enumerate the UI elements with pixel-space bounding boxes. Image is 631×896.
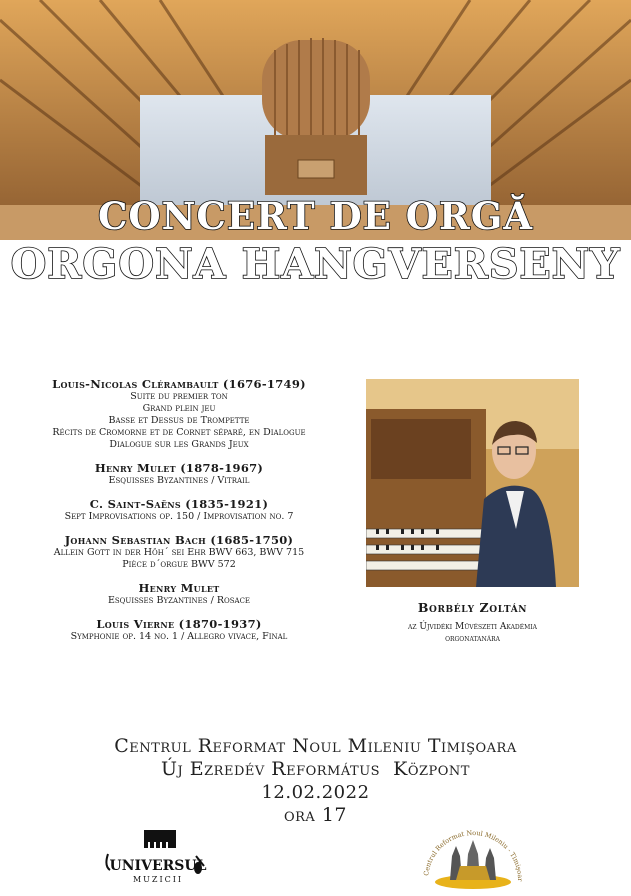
work-title: Suite du premier ton bbox=[130, 391, 228, 402]
work-title: Symphonie op. 14 no. 1 / Allegro vivace, Final bbox=[70, 631, 288, 642]
work-title: Allein Gott in der Höh´ sei Ehr BWV 663, BWV 715 bbox=[53, 547, 305, 558]
work-title: Basse et Dessus de Trompette bbox=[108, 415, 250, 426]
work-title: Dialogue sur les Grands Jeux bbox=[109, 439, 249, 450]
composer-name: C. Saint-Saëns (1835-1921) bbox=[89, 497, 269, 511]
work-title: Esquisses Byzantines / Vitrail bbox=[108, 475, 250, 486]
title-hungarian: ORGONA HANGVERSENY bbox=[10, 240, 621, 288]
work-title: Grand plein jeu bbox=[142, 403, 216, 414]
composer-name: Henry Mulet (1878-1967) bbox=[94, 461, 264, 475]
performer-role-line2: orgonatanára bbox=[445, 634, 500, 644]
event-time: ora 17 bbox=[283, 804, 348, 826]
logo-left-text: UNIVERSUL bbox=[109, 858, 207, 874]
performer-photo bbox=[366, 379, 579, 587]
logo-left-subtext: MUZICII bbox=[132, 875, 184, 884]
title-romanian: CONCERT DE ORGĂ bbox=[97, 194, 534, 238]
performer-role-line1: az Újvidéki Művészeti Akadémia bbox=[408, 622, 537, 632]
composer-name: Johann Sebastian Bach (1685-1750) bbox=[64, 533, 294, 547]
venue-hungarian: Új Ezredév Református Központ bbox=[161, 758, 470, 780]
work-title: Pièce d´orgue BWV 572 bbox=[122, 559, 236, 570]
composer-name: Louis Vierne (1870-1937) bbox=[96, 617, 262, 631]
performer-name: Borbély Zoltán bbox=[417, 600, 528, 615]
composer-name: Louis-Nicolas Clérambault (1676-1749) bbox=[52, 377, 306, 391]
work-title: Esquisses Byzantines / Rosace bbox=[107, 595, 251, 606]
logo-right-text: Centrul Reformat Noul Mileniu - Timişoar bbox=[422, 828, 525, 882]
performer-info bbox=[366, 600, 579, 645]
venue-block bbox=[0, 735, 631, 827]
event-date: 12.02.2022 bbox=[261, 782, 370, 803]
concert-program bbox=[20, 377, 338, 643]
composer-name: Henry Mulet bbox=[138, 581, 220, 595]
venue-romanian: Centrul Reformat Noul Mileniu Timişoara bbox=[114, 735, 517, 757]
universul-muzicii-logo bbox=[104, 826, 212, 888]
centrul-reformat-logo bbox=[418, 826, 528, 892]
work-title: Récits de Cromorne et de Cornet séparé, en Dialogue bbox=[52, 427, 306, 438]
work-title: Sept Improvisations op. 150 / Improvisation no. 7 bbox=[64, 511, 294, 522]
